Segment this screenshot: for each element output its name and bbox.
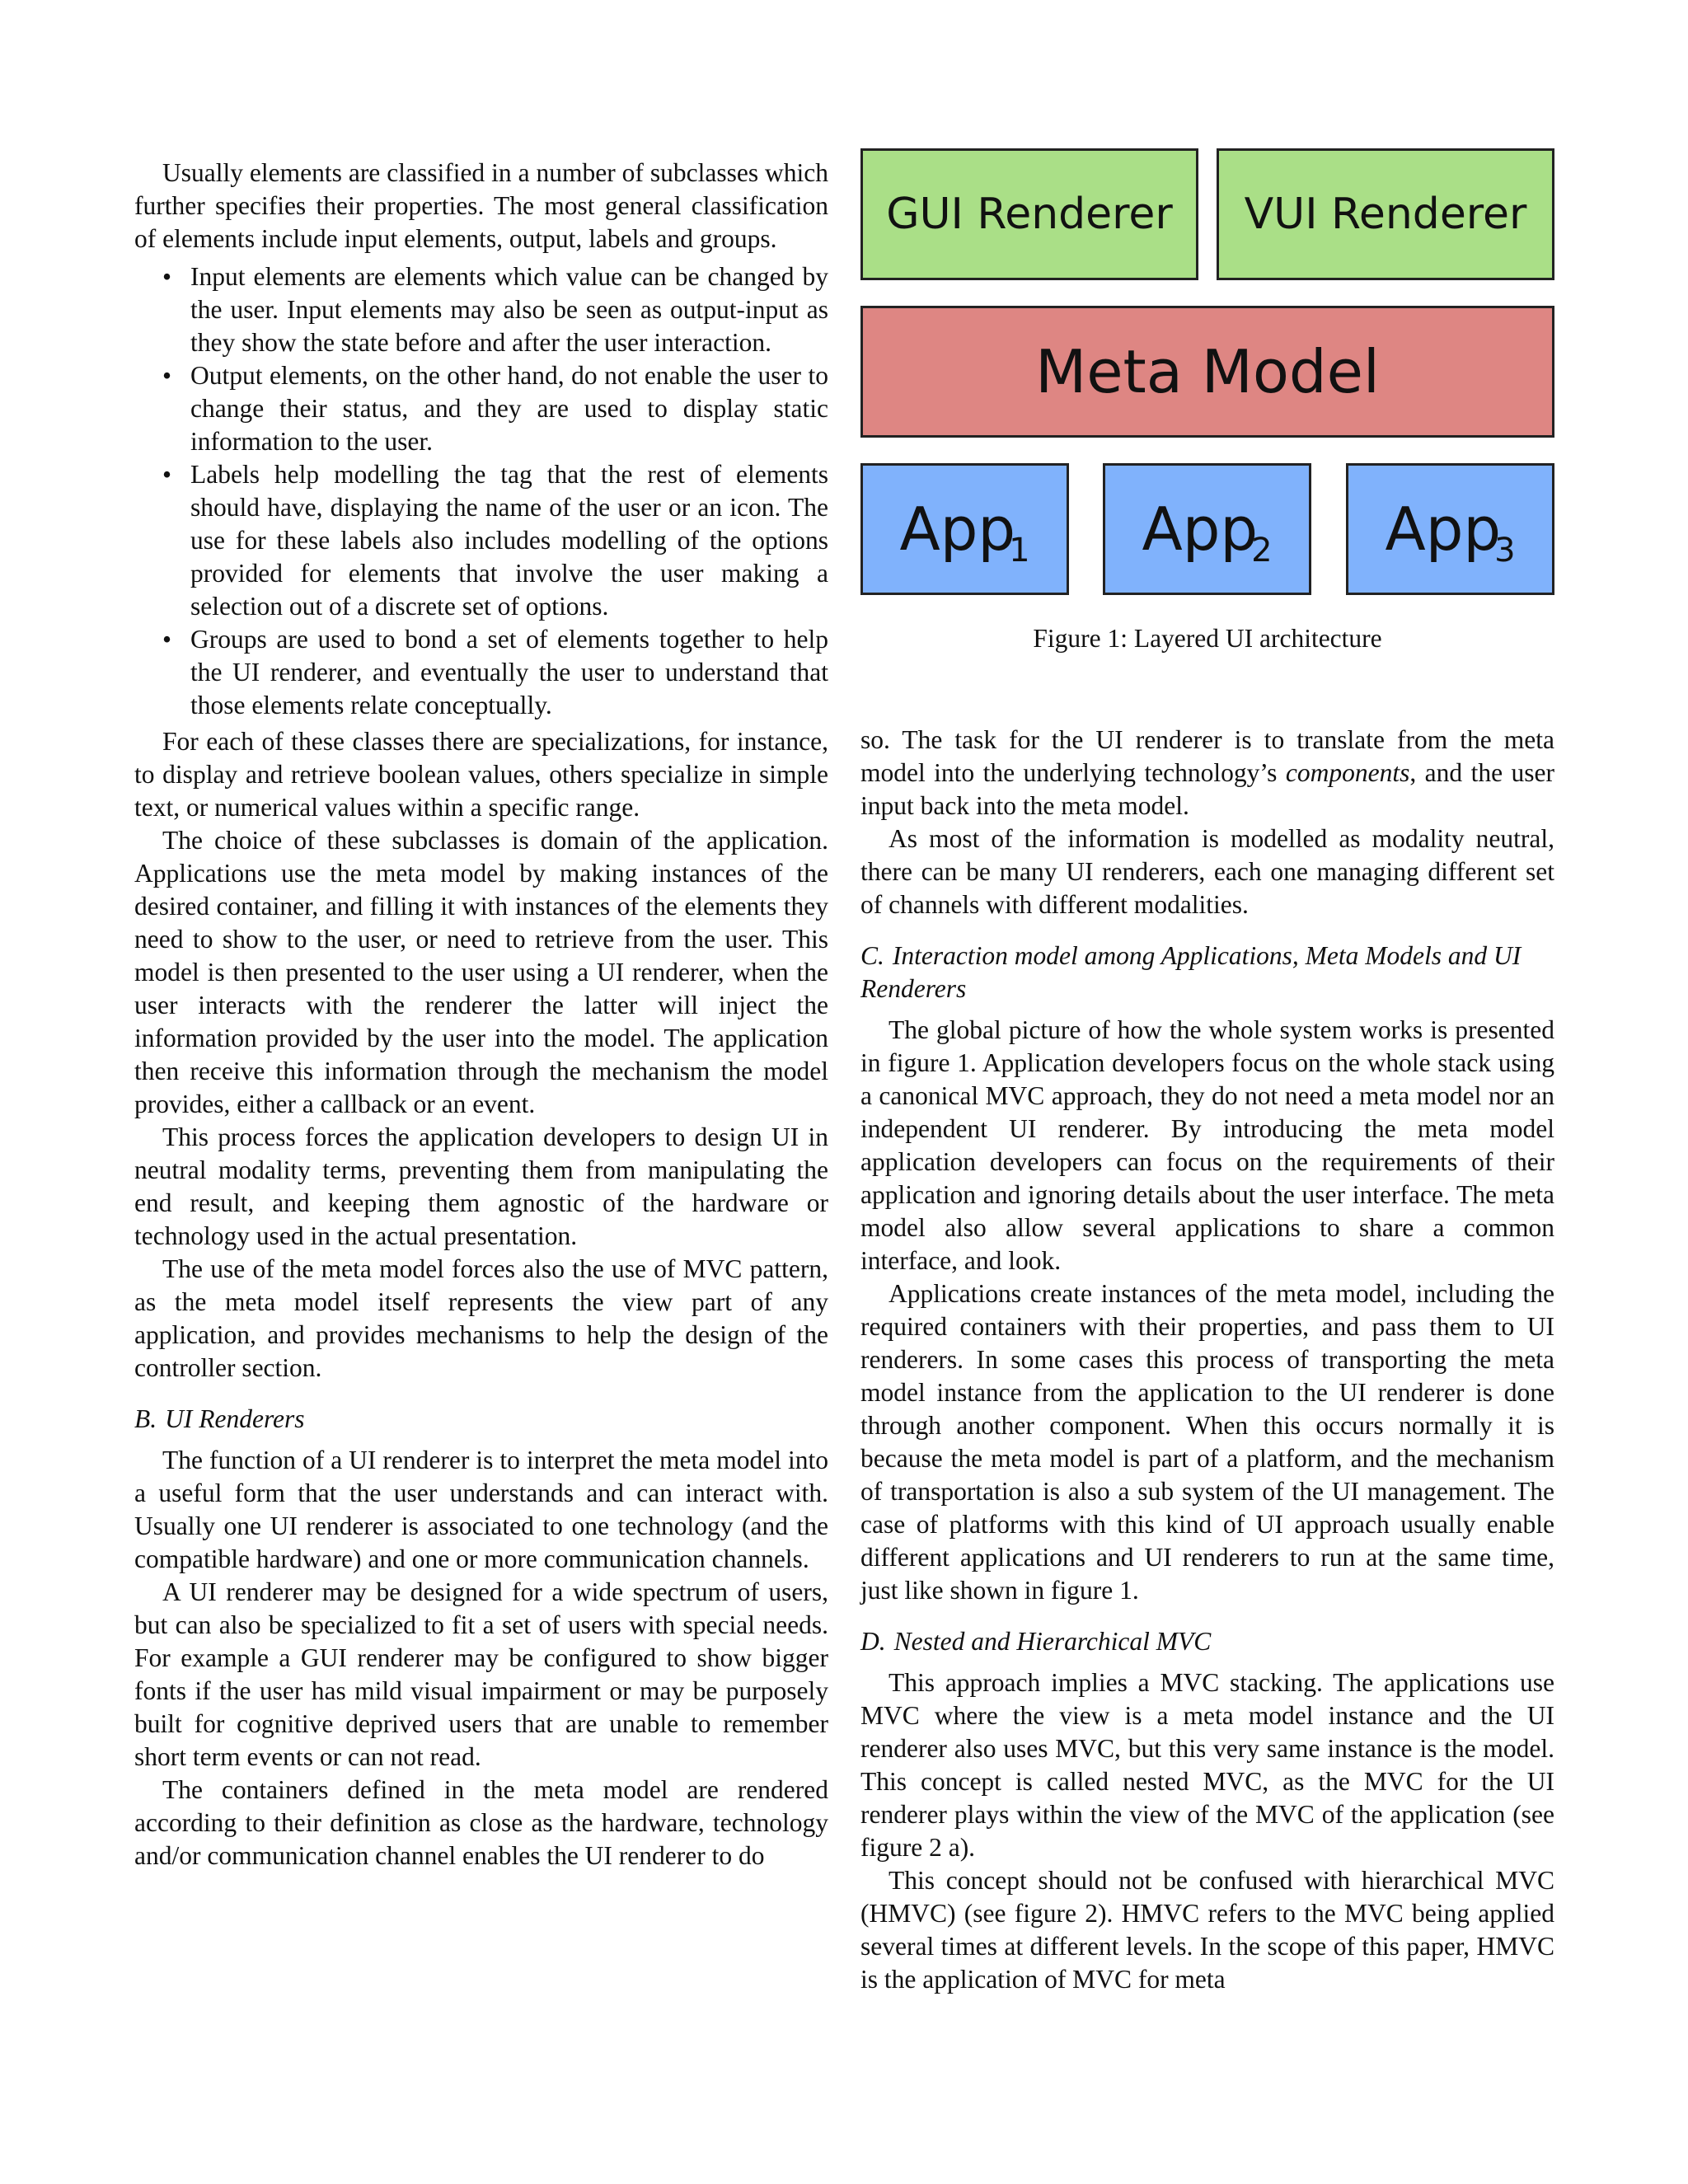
app-label: App: [1385, 494, 1502, 564]
bullet-output-elements: Output elements, on the other hand, do not enable the user to change their status, and they are used to display static information to the user.: [190, 361, 828, 456]
bullet-labels: Labels help modelling the tag that the rest of elements should have, displaying the name of the user or an icon. The use for these labels also includes modelling of the options provided for elements that involve the user making a selection out of a discrete set of options.: [190, 460, 828, 621]
meta-model-label: Meta Model: [1035, 337, 1380, 406]
app-3-box: [1346, 463, 1554, 595]
app-subscript: 2: [1251, 532, 1273, 569]
concept-paragraph: This concept should not be confused with hierarchical MVC (HMVC) (see figure 2). HMVC refers to the MVC being applied several times at different levels. In the scope of this paper, HMVC is the application of MVC for meta: [860, 1866, 1554, 1994]
vui-renderer-box: [1217, 148, 1554, 280]
section-title: UI Renderers: [165, 1404, 305, 1433]
app-subscript: 3: [1494, 532, 1516, 569]
gui-renderer-box: [860, 148, 1198, 280]
app-subscript: 1: [1009, 532, 1030, 569]
list-item: [134, 359, 828, 458]
section-heading-d: [860, 1625, 1554, 1658]
designed-paragraph: A UI renderer may be designed for a wide spectrum of users, but can also be specialized to fit a set of users with special needs. For example a GUI renderer may be configured to show bigger fonts if the user has mild visual impairment or may be purposely built for cognitive deprived users that are unable to remember short term events or can not read.: [134, 1577, 828, 1771]
section-title: Nested and Hierarchical MVC: [893, 1627, 1212, 1656]
section-title: Interaction model among Applications, Meta Models and UI Renderers: [860, 941, 1522, 1003]
figure-layered-ui-architecture: [860, 148, 1554, 659]
bullet-input-elements: Input elements are elements which value can be changed by the user. Input elements may also be seen as output-input as they show the state before and after the user interaction.: [190, 262, 828, 357]
app-label: App: [1142, 494, 1259, 564]
classes-paragraph: For each of these classes there are specializations, for instance, to display and retrieve boolean values, others specialize in simple text, or numerical values within a specific range.: [134, 727, 828, 822]
bullet-icon: •: [162, 625, 172, 654]
section-number: B.: [134, 1404, 157, 1433]
section-heading-b: [134, 1403, 828, 1436]
mvc-paragraph: The use of the meta model forces also the use of MVC pattern, as the meta model itself represents the view part of any application, and provides mechanisms to help the design of the controller section.: [134, 1254, 828, 1382]
figure-caption: Figure 1: Layered UI architecture: [1033, 624, 1382, 653]
function-paragraph: The function of a UI renderer is to interpret the meta model into a useful form that the user understands and can interact with. Usually one UI renderer is associated to one technology (and the compatible hardware) and one or more communication channels.: [134, 1446, 828, 1573]
vui-renderer-label: VUI Renderer: [1244, 190, 1527, 239]
gui-renderer-label: GUI Renderer: [886, 190, 1173, 239]
section-heading-c: [860, 940, 1554, 1005]
app-label: App: [899, 494, 1016, 564]
choice-paragraph: The choice of these subclasses is domain of the application. Applications use the meta model by making instances of the desired container, and filling it with instances of the elements they need to show to the user, or need to retrieve from the user. This model is then presented to the user using a UI renderer, when the user interacts with the renderer the latter will inject the information provided by the user into the model. The application then receive this information through the mechanism the model provides, either a callback or an event.: [134, 826, 828, 1118]
app-2-box: [1103, 463, 1311, 595]
continuation-text: so. The task for the UI renderer is to translate from the meta model into the underlying technology’s: [860, 725, 1554, 787]
element-types-list: [134, 260, 828, 722]
continuation-text-end: , and the user input back into the meta model.: [860, 758, 1554, 820]
approach-paragraph: This approach implies a MVC stacking. The applications use MVC where the view is a meta model instance and the UI renderer also uses MVC, but this very same instance is the model. This concept is called nested MVC, as the MVC for the UI renderer plays within the view of the MVC of the application (see figure 2 a).: [860, 1668, 1554, 1862]
section-number: C.: [860, 941, 884, 970]
section-number: D.: [860, 1627, 886, 1656]
emphasis-components: components: [1285, 758, 1410, 787]
intro-paragraph: Usually elements are classified in a number of subclasses which further specifies their properties. The most general classification of elements include input elements, output, labels and groups.: [134, 158, 828, 253]
bullet-icon: •: [162, 262, 172, 291]
global-picture-paragraph: The global picture of how the whole system works is presented in figure 1. Application developers focus on the whole stack using a canonical MVC approach, they do not need a meta model nor an independent UI renderer. By introducing the meta model application developers can focus on the requirements of their application and ignoring details about the user interface. The meta model also allow several applications to share a common interface, and look.: [860, 1015, 1554, 1275]
right-column: [860, 724, 1554, 1996]
list-item: [134, 260, 828, 359]
list-item: [134, 458, 828, 623]
bullet-icon: •: [162, 361, 172, 390]
modality-paragraph: As most of the information is modelled as modality neutral, there can be many UI renderers, each one managing different set of channels with different modalities.: [860, 824, 1554, 919]
containers-paragraph: The containers defined in the meta model are rendered according to their definition as close as the hardware, technology and/or communication channel enables the UI renderer to do: [134, 1775, 828, 1870]
process-paragraph: This process forces the application developers to design UI in neutral modality terms, preventing them from manipulating the end result, and keeping them agnostic of the hardware or technology used in the actual presentation.: [134, 1122, 828, 1250]
continuation-paragraph: [860, 724, 1554, 823]
left-column: [134, 157, 828, 1872]
bullet-groups: Groups are used to bond a set of elements together to help the UI renderer, and eventually the user to understand that those elements relate conceptually.: [190, 625, 828, 719]
app-1-box: [860, 463, 1069, 595]
list-item: [134, 623, 828, 722]
applications-paragraph: Applications create instances of the meta model, including the required containers with their properties, and pass them to UI renderers. In some cases this process of transporting the meta model instance from the application to the UI renderer is done through another component. When this occurs normally it is because the meta model is part of a platform, and the mechanism of transportation is also a sub system of the UI management. The case of platforms with this kind of UI approach usually enable different applications and UI renderers to run at the same time, just like shown in figure 1.: [860, 1279, 1554, 1605]
meta-model-box: [860, 306, 1554, 438]
bullet-icon: •: [162, 460, 172, 489]
